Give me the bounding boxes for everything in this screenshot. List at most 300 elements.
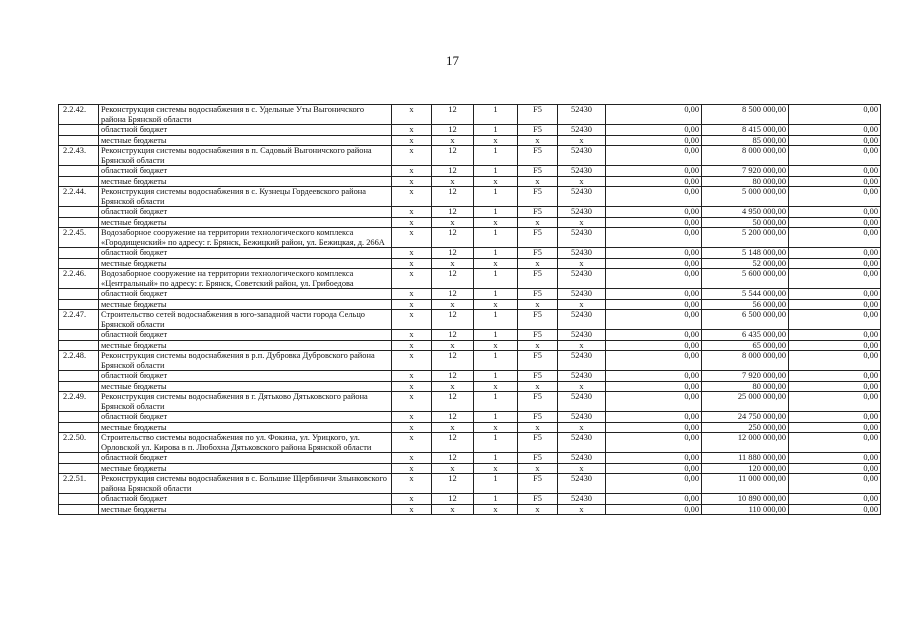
cell-value2: 8 000 000,00 — [702, 146, 789, 166]
cell-col1: х — [392, 433, 432, 453]
table-row-sub — [59, 207, 881, 218]
cell-col2: х — [432, 504, 474, 515]
row-number — [59, 381, 99, 392]
cell-value2: 5 600 000,00 — [702, 269, 789, 289]
cell-col2: 12 — [432, 392, 474, 412]
cell-col2: х — [432, 217, 474, 228]
table-row-sub — [59, 412, 881, 423]
cell-col2: 12 — [432, 453, 474, 464]
cell-value2: 12 000 000,00 — [702, 433, 789, 453]
cell-value3: 0,00 — [789, 504, 881, 515]
cell-value3: 0,00 — [789, 299, 881, 310]
row-number: 2.2.46. — [59, 269, 99, 289]
table-row-sub — [59, 463, 881, 474]
row-name: местные бюджеты — [99, 258, 392, 269]
table-row-sub — [59, 176, 881, 187]
cell-col1: х — [392, 453, 432, 464]
cell-value1: 0,00 — [606, 433, 702, 453]
row-name: областной бюджет — [99, 248, 392, 259]
cell-col4: F5 — [518, 125, 558, 136]
cell-col5: 52430 — [558, 125, 606, 136]
cell-col2: 12 — [432, 474, 474, 494]
row-number — [59, 422, 99, 433]
cell-value2: 52 000,00 — [702, 258, 789, 269]
cell-value2: 56 000,00 — [702, 299, 789, 310]
cell-value1: 0,00 — [606, 422, 702, 433]
row-name: Реконструкция системы водоснабжения в р.п. Дубровка Дубровского района Брянской области — [99, 351, 392, 371]
cell-col2: 12 — [432, 125, 474, 136]
cell-col4: х — [518, 463, 558, 474]
cell-value1: 0,00 — [606, 105, 702, 125]
cell-col4: F5 — [518, 269, 558, 289]
cell-col1: х — [392, 166, 432, 177]
cell-value2: 6 500 000,00 — [702, 310, 789, 330]
cell-col1: х — [392, 217, 432, 228]
cell-col5: х — [558, 258, 606, 269]
row-name: местные бюджеты — [99, 176, 392, 187]
cell-col1: х — [392, 371, 432, 382]
cell-col3: 1 — [474, 207, 518, 218]
cell-value3: 0,00 — [789, 330, 881, 341]
cell-col2: 12 — [432, 289, 474, 300]
cell-col3: 1 — [474, 474, 518, 494]
row-number — [59, 453, 99, 464]
cell-value2: 8 500 000,00 — [702, 105, 789, 125]
cell-value1: 0,00 — [606, 166, 702, 177]
cell-value2: 8 415 000,00 — [702, 125, 789, 136]
row-number — [59, 340, 99, 351]
cell-col4: F5 — [518, 474, 558, 494]
cell-value3: 0,00 — [789, 433, 881, 453]
row-number — [59, 504, 99, 515]
table-row-main — [59, 351, 881, 371]
cell-col3: 1 — [474, 412, 518, 423]
row-name: Строительство системы водоснабжения по ул. Фокина, ул. Урицкого, ул. Орловской ул. Кирова в п. Любохна Дятьковского района Брянской области — [99, 433, 392, 453]
cell-value3: 0,00 — [789, 258, 881, 269]
cell-col3: 1 — [474, 433, 518, 453]
cell-col2: 12 — [432, 310, 474, 330]
cell-col3: 1 — [474, 289, 518, 300]
cell-col1: х — [392, 299, 432, 310]
row-name: Строительство сетей водоснабжения в юго-западной части города Сельцо Брянской области — [99, 310, 392, 330]
table-row-main — [59, 269, 881, 289]
cell-col1: х — [392, 207, 432, 218]
cell-value1: 0,00 — [606, 146, 702, 166]
table-row-main — [59, 310, 881, 330]
cell-col5: 52430 — [558, 474, 606, 494]
budget-table — [58, 104, 881, 515]
cell-col5: 52430 — [558, 289, 606, 300]
cell-value1: 0,00 — [606, 412, 702, 423]
cell-col1: х — [392, 248, 432, 259]
row-name: областной бюджет — [99, 494, 392, 505]
row-number — [59, 371, 99, 382]
table-row-sub — [59, 371, 881, 382]
row-number — [59, 125, 99, 136]
cell-col5: 52430 — [558, 330, 606, 341]
row-name: Реконструкция системы водоснабжения в с. Кузнецы Гордеевского района Брянской области — [99, 187, 392, 207]
cell-col2: 12 — [432, 371, 474, 382]
table-row-sub — [59, 453, 881, 464]
table-row-main — [59, 474, 881, 494]
cell-col5: х — [558, 504, 606, 515]
cell-col5: 52430 — [558, 412, 606, 423]
cell-col3: 1 — [474, 228, 518, 248]
cell-col1: х — [392, 289, 432, 300]
cell-value3: 0,00 — [789, 310, 881, 330]
cell-col4: х — [518, 504, 558, 515]
cell-value3: 0,00 — [789, 166, 881, 177]
cell-col3: 1 — [474, 146, 518, 166]
cell-value2: 7 920 000,00 — [702, 371, 789, 382]
cell-col4: F5 — [518, 105, 558, 125]
cell-col4: F5 — [518, 166, 558, 177]
cell-col2: 12 — [432, 166, 474, 177]
cell-col5: 52430 — [558, 248, 606, 259]
cell-value3: 0,00 — [789, 146, 881, 166]
row-name: Реконструкция системы водоснабжения в с. Удельные Уты Выгоничского района Брянской области — [99, 105, 392, 125]
cell-col5: х — [558, 217, 606, 228]
cell-col5: 52430 — [558, 433, 606, 453]
cell-col1: х — [392, 504, 432, 515]
cell-col1: х — [392, 463, 432, 474]
cell-value2: 80 000,00 — [702, 176, 789, 187]
cell-col2: 12 — [432, 494, 474, 505]
cell-col3: х — [474, 135, 518, 146]
cell-col4: F5 — [518, 433, 558, 453]
cell-col2: 12 — [432, 187, 474, 207]
cell-col3: 1 — [474, 371, 518, 382]
cell-value2: 11 880 000,00 — [702, 453, 789, 464]
cell-value3: 0,00 — [789, 105, 881, 125]
cell-col4: F5 — [518, 392, 558, 412]
row-name: местные бюджеты — [99, 422, 392, 433]
cell-col5: х — [558, 340, 606, 351]
cell-value3: 0,00 — [789, 269, 881, 289]
cell-col1: х — [392, 105, 432, 125]
cell-value2: 4 950 000,00 — [702, 207, 789, 218]
row-number — [59, 330, 99, 341]
row-number — [59, 248, 99, 259]
row-number: 2.2.48. — [59, 351, 99, 371]
cell-value1: 0,00 — [606, 125, 702, 136]
cell-col4: F5 — [518, 146, 558, 166]
cell-value2: 250 000,00 — [702, 422, 789, 433]
cell-col3: х — [474, 381, 518, 392]
cell-value3: 0,00 — [789, 340, 881, 351]
cell-col3: 1 — [474, 187, 518, 207]
cell-col3: х — [474, 217, 518, 228]
cell-value1: 0,00 — [606, 248, 702, 259]
cell-col4: F5 — [518, 494, 558, 505]
cell-value2: 50 000,00 — [702, 217, 789, 228]
cell-col2: х — [432, 381, 474, 392]
cell-value1: 0,00 — [606, 504, 702, 515]
row-name: областной бюджет — [99, 330, 392, 341]
cell-col4: F5 — [518, 371, 558, 382]
cell-value2: 6 435 000,00 — [702, 330, 789, 341]
cell-value2: 10 890 000,00 — [702, 494, 789, 505]
row-name: областной бюджет — [99, 166, 392, 177]
cell-col5: 52430 — [558, 371, 606, 382]
cell-col1: х — [392, 392, 432, 412]
cell-col5: 52430 — [558, 494, 606, 505]
cell-col3: х — [474, 299, 518, 310]
cell-value3: 0,00 — [789, 351, 881, 371]
cell-col1: х — [392, 135, 432, 146]
row-number: 2.2.42. — [59, 105, 99, 125]
cell-value2: 11 000 000,00 — [702, 474, 789, 494]
cell-value1: 0,00 — [606, 217, 702, 228]
table-row-sub — [59, 217, 881, 228]
cell-value2: 5 544 000,00 — [702, 289, 789, 300]
row-number — [59, 463, 99, 474]
cell-col5: 52430 — [558, 146, 606, 166]
row-name: местные бюджеты — [99, 217, 392, 228]
cell-col2: 12 — [432, 412, 474, 423]
cell-value3: 0,00 — [789, 422, 881, 433]
cell-col2: 12 — [432, 269, 474, 289]
cell-col1: х — [392, 330, 432, 341]
cell-value1: 0,00 — [606, 371, 702, 382]
cell-col3: 1 — [474, 166, 518, 177]
cell-col3: 1 — [474, 248, 518, 259]
cell-col2: х — [432, 176, 474, 187]
row-number: 2.2.49. — [59, 392, 99, 412]
cell-value3: 0,00 — [789, 217, 881, 228]
cell-col2: х — [432, 135, 474, 146]
cell-col5: 52430 — [558, 166, 606, 177]
row-name: местные бюджеты — [99, 135, 392, 146]
cell-col4: х — [518, 381, 558, 392]
cell-col5: х — [558, 135, 606, 146]
cell-col2: 12 — [432, 433, 474, 453]
cell-col4: F5 — [518, 207, 558, 218]
cell-value2: 65 000,00 — [702, 340, 789, 351]
cell-col2: 12 — [432, 248, 474, 259]
cell-value2: 7 920 000,00 — [702, 166, 789, 177]
cell-value3: 0,00 — [789, 207, 881, 218]
cell-value3: 0,00 — [789, 187, 881, 207]
row-name: Водозаборное сооружение на территории технологического комплекса «Центральный» по адресу: г. Брянск, Советский район, ул. Грибоедова — [99, 269, 392, 289]
cell-value2: 24 750 000,00 — [702, 412, 789, 423]
cell-col3: 1 — [474, 351, 518, 371]
cell-col4: F5 — [518, 310, 558, 330]
cell-col1: х — [392, 176, 432, 187]
cell-value3: 0,00 — [789, 228, 881, 248]
cell-value2: 25 000 000,00 — [702, 392, 789, 412]
cell-col5: х — [558, 381, 606, 392]
cell-col1: х — [392, 381, 432, 392]
cell-value2: 110 000,00 — [702, 504, 789, 515]
table-row-sub — [59, 422, 881, 433]
cell-value2: 80 000,00 — [702, 381, 789, 392]
cell-value3: 0,00 — [789, 289, 881, 300]
row-name: областной бюджет — [99, 453, 392, 464]
row-number — [59, 176, 99, 187]
cell-col4: х — [518, 217, 558, 228]
cell-col2: 12 — [432, 351, 474, 371]
row-number: 2.2.47. — [59, 310, 99, 330]
page-number: 17 — [446, 53, 459, 68]
cell-value1: 0,00 — [606, 340, 702, 351]
cell-value3: 0,00 — [789, 125, 881, 136]
cell-col3: х — [474, 176, 518, 187]
cell-col2: х — [432, 258, 474, 269]
cell-col1: х — [392, 269, 432, 289]
cell-value1: 0,00 — [606, 494, 702, 505]
cell-col5: 52430 — [558, 228, 606, 248]
row-number: 2.2.45. — [59, 228, 99, 248]
cell-value1: 0,00 — [606, 463, 702, 474]
cell-col2: х — [432, 299, 474, 310]
cell-col4: F5 — [518, 228, 558, 248]
table-row-sub — [59, 340, 881, 351]
cell-value3: 0,00 — [789, 371, 881, 382]
row-name: местные бюджеты — [99, 340, 392, 351]
cell-col4: F5 — [518, 248, 558, 259]
row-number — [59, 135, 99, 146]
cell-value3: 0,00 — [789, 176, 881, 187]
row-number: 2.2.43. — [59, 146, 99, 166]
cell-col3: 1 — [474, 330, 518, 341]
cell-value2: 5 148 000,00 — [702, 248, 789, 259]
cell-col4: F5 — [518, 351, 558, 371]
cell-col4: х — [518, 135, 558, 146]
cell-col1: х — [392, 351, 432, 371]
table-row-sub — [59, 166, 881, 177]
table-row-sub — [59, 494, 881, 505]
table-row-sub — [59, 248, 881, 259]
cell-value3: 0,00 — [789, 412, 881, 423]
cell-col1: х — [392, 340, 432, 351]
cell-col1: х — [392, 494, 432, 505]
cell-col3: 1 — [474, 494, 518, 505]
cell-col4: х — [518, 258, 558, 269]
table-row-sub — [59, 258, 881, 269]
cell-col5: 52430 — [558, 207, 606, 218]
cell-col5: 52430 — [558, 453, 606, 464]
cell-value3: 0,00 — [789, 135, 881, 146]
cell-value1: 0,00 — [606, 135, 702, 146]
cell-col5: 52430 — [558, 392, 606, 412]
cell-col1: х — [392, 146, 432, 166]
cell-value2: 5 000 000,00 — [702, 187, 789, 207]
cell-col5: х — [558, 463, 606, 474]
cell-col3: х — [474, 504, 518, 515]
cell-col3: 1 — [474, 105, 518, 125]
cell-value3: 0,00 — [789, 494, 881, 505]
cell-col4: х — [518, 299, 558, 310]
cell-col4: х — [518, 176, 558, 187]
cell-col5: 52430 — [558, 351, 606, 371]
cell-col5: 52430 — [558, 310, 606, 330]
row-name: местные бюджеты — [99, 504, 392, 515]
cell-col4: х — [518, 422, 558, 433]
row-number — [59, 412, 99, 423]
cell-value1: 0,00 — [606, 289, 702, 300]
row-number — [59, 166, 99, 177]
cell-value2: 8 000 000,00 — [702, 351, 789, 371]
cell-value2: 5 200 000,00 — [702, 228, 789, 248]
row-name: областной бюджет — [99, 412, 392, 423]
row-number — [59, 299, 99, 310]
cell-col1: х — [392, 422, 432, 433]
cell-col1: х — [392, 187, 432, 207]
table-row-sub — [59, 299, 881, 310]
cell-value1: 0,00 — [606, 187, 702, 207]
cell-col4: F5 — [518, 412, 558, 423]
cell-value2: 120 000,00 — [702, 463, 789, 474]
cell-col4: F5 — [518, 187, 558, 207]
cell-value1: 0,00 — [606, 269, 702, 289]
cell-col1: х — [392, 474, 432, 494]
row-number: 2.2.50. — [59, 433, 99, 453]
table-row-main — [59, 105, 881, 125]
cell-col4: х — [518, 340, 558, 351]
cell-col3: х — [474, 258, 518, 269]
cell-col3: х — [474, 422, 518, 433]
cell-col5: х — [558, 299, 606, 310]
table-row-sub — [59, 504, 881, 515]
table-row-main — [59, 433, 881, 453]
cell-value1: 0,00 — [606, 330, 702, 341]
cell-value1: 0,00 — [606, 310, 702, 330]
row-name: Реконструкция системы водоснабжения в с. Большие Щербиничи Злынковского района Брянской области — [99, 474, 392, 494]
table-row-main — [59, 392, 881, 412]
row-name: областной бюджет — [99, 371, 392, 382]
cell-value1: 0,00 — [606, 392, 702, 412]
cell-col1: х — [392, 228, 432, 248]
table-row-sub — [59, 289, 881, 300]
cell-col2: 12 — [432, 207, 474, 218]
cell-value1: 0,00 — [606, 381, 702, 392]
row-name: областной бюджет — [99, 125, 392, 136]
cell-col4: F5 — [518, 289, 558, 300]
cell-col2: 12 — [432, 330, 474, 341]
cell-col2: 12 — [432, 105, 474, 125]
row-name: Реконструкция системы водоснабжения в г. Дятьково Дятьковского района Брянской области — [99, 392, 392, 412]
cell-col4: F5 — [518, 330, 558, 341]
row-number — [59, 494, 99, 505]
cell-value3: 0,00 — [789, 463, 881, 474]
cell-value1: 0,00 — [606, 228, 702, 248]
cell-value1: 0,00 — [606, 453, 702, 464]
cell-value3: 0,00 — [789, 453, 881, 464]
row-name: местные бюджеты — [99, 381, 392, 392]
row-name: Реконструкция системы водоснабжения в п. Садовый Выгоничского района Брянской области — [99, 146, 392, 166]
cell-col1: х — [392, 258, 432, 269]
cell-col3: 1 — [474, 453, 518, 464]
table-row-sub — [59, 330, 881, 341]
cell-value3: 0,00 — [789, 392, 881, 412]
row-name: Водозаборное сооружение на территории технологического комплекса «Городищенский» по адресу: г. Брянск, Бежицкий район, ул. Бежицкая, д. 266А — [99, 228, 392, 248]
cell-value1: 0,00 — [606, 207, 702, 218]
row-name: местные бюджеты — [99, 299, 392, 310]
cell-col1: х — [392, 125, 432, 136]
cell-value2: 85 000,00 — [702, 135, 789, 146]
row-number — [59, 217, 99, 228]
table-row-main — [59, 187, 881, 207]
cell-value1: 0,00 — [606, 474, 702, 494]
table-row-main — [59, 146, 881, 166]
cell-col2: х — [432, 463, 474, 474]
cell-col5: 52430 — [558, 105, 606, 125]
cell-col5: х — [558, 422, 606, 433]
cell-value1: 0,00 — [606, 258, 702, 269]
cell-col2: 12 — [432, 146, 474, 166]
cell-col3: 1 — [474, 125, 518, 136]
